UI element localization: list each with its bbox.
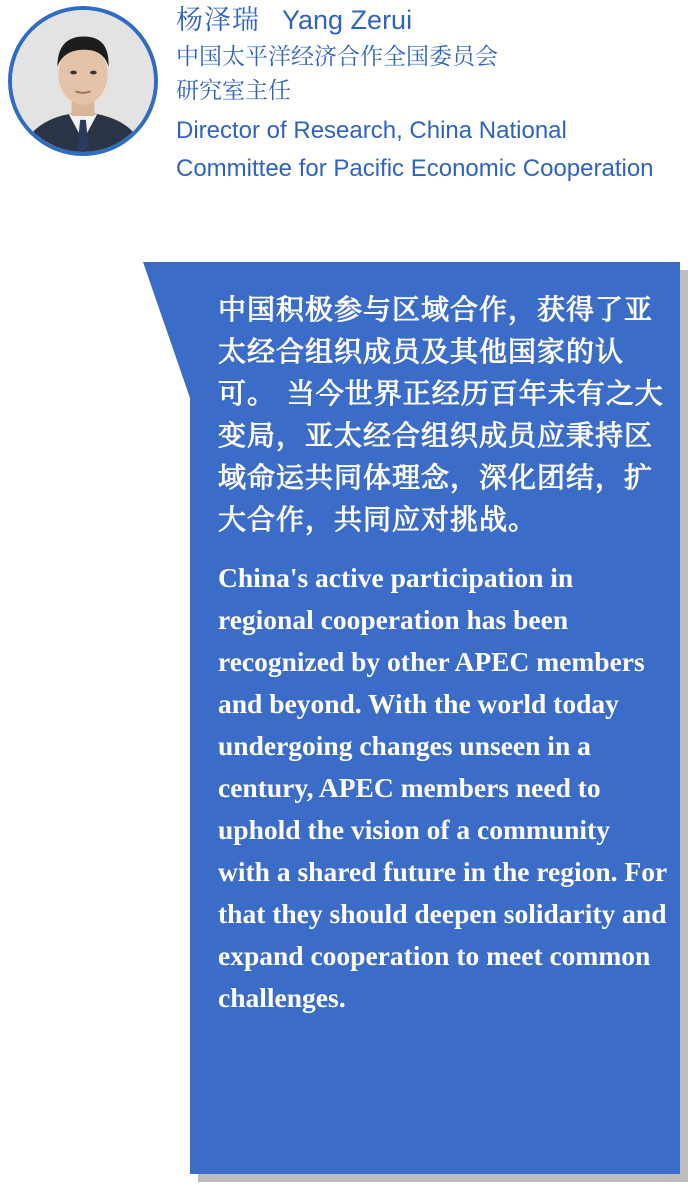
person-name-english: Yang Zerui [282,5,413,35]
quote-text [218,289,668,1019]
person-title-chinese-line-2: 研究室主任 [176,78,291,104]
quote-english: China's active participation in regional cooperation has been recognized by other APEC members and beyond. With the world today undergoing changes unseen in a century, APEC members need to uphold the vision of a community with a shared future in the region. For that they should deepen solidarity and expand cooperation to meet common challenges. [218,562,667,1013]
person-title-english: Director of Research, China National Committee for Pacific Economic Cooperation [176,117,654,182]
quote-chinese: 中国积极参与区域合作，获得了亚太经合组织成员及其他国家的认可。 当今世界正经历百年未有之大变局，亚太经合组织成员应秉持区域命运共同体理念，深化团结，扩大合作，共同应对挑战。 [218,293,664,536]
person-title-chinese-line-1: 中国太平洋经济合作全国委员会 [176,44,498,70]
person-name-chinese: 杨泽瑞 [176,5,260,35]
